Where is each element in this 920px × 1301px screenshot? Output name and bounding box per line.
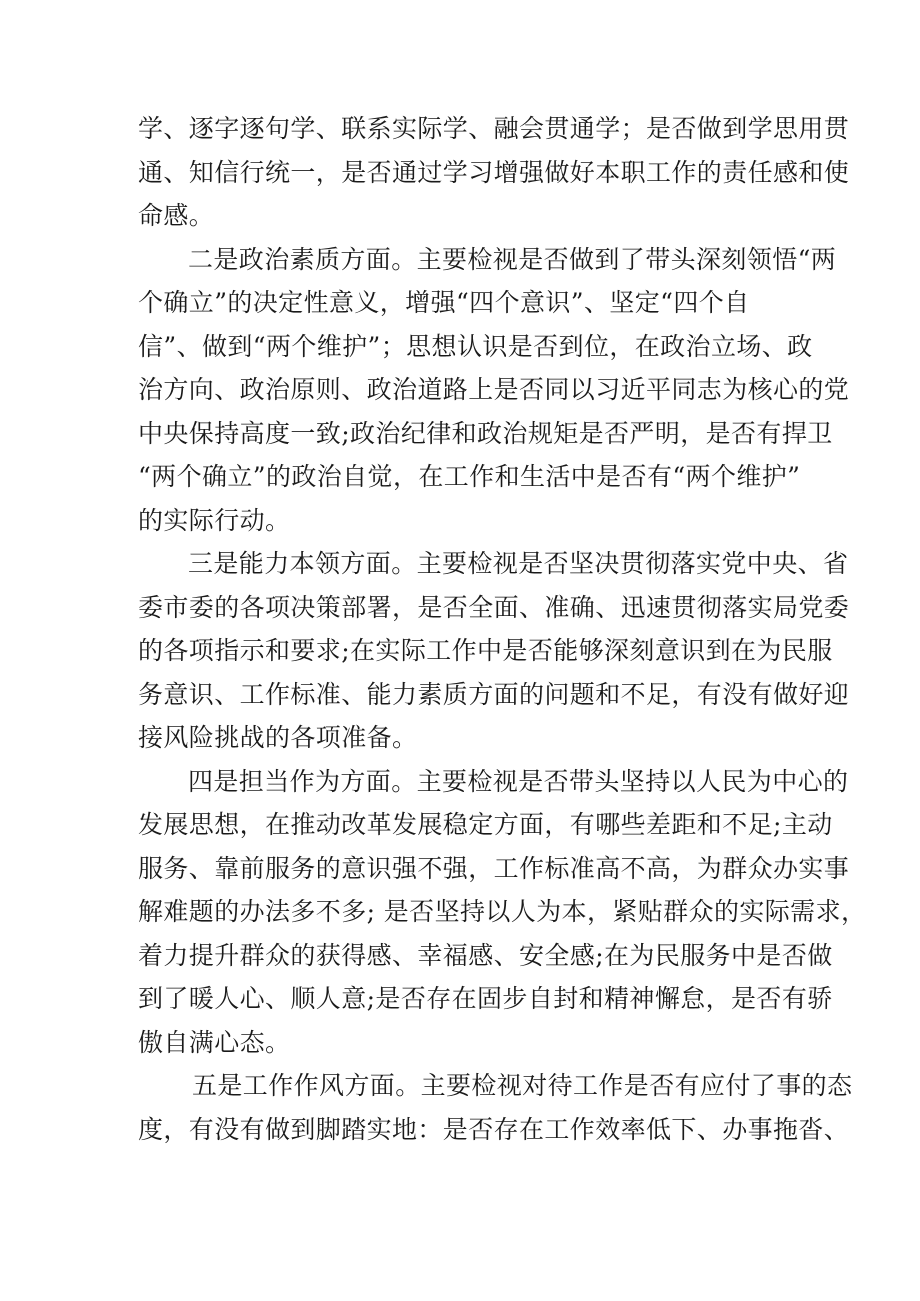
- text-line: 三是能力本领方面。主要检视是否坚决贯彻落实党中央、省: [188, 549, 849, 578]
- paragraph-continuation: [138, 107, 850, 238]
- text-line: 的各项指示和要求;在实际工作中是否能够深刻意识到在为民服: [138, 636, 833, 665]
- text-line: 中央保持高度一致;政治纪律和政治规矩是否严明，是否有捍卫: [138, 418, 833, 448]
- paragraph-ability: [138, 542, 850, 760]
- text-line: 委市委的各项决策部署，是否全面、准确、迅速贯彻落实局党委: [138, 592, 850, 622]
- text-line: 度，有没有做到脚踏实地：是否存在工作效率低下、办事拖沓、: [138, 1114, 850, 1144]
- text-line: 通、知信行统一，是否通过学习增强做好本职工作的责任感和使: [138, 157, 850, 187]
- text-line: 二是政治素质方面。主要检视是否做到了带头深刻领悟“两: [188, 244, 837, 274]
- text-line: 命感。: [138, 201, 215, 230]
- text-line: 发展思想，在推动改革发展稳定方面，有哪些差距和不足;主动: [138, 810, 833, 839]
- text-line: 接风险挑战的各项准备。: [138, 723, 418, 752]
- text-line: 到了暖人心、顺人意;是否存在固步自封和精神懈怠，是否有骄: [138, 984, 833, 1013]
- text-line: 信”、做到“两个维护”；思想认识是否到位，在政治立场、政: [138, 331, 813, 361]
- text-line: 个确立”的决定性意义，增强“四个意识”、坚定“四个自: [138, 288, 750, 317]
- text-line: 解难题的办法多不多; 是否坚持以人为本，紧贴群众的实际需求，: [138, 897, 867, 926]
- text-line: 服务、靠前服务的意识强不强，工作标准高不高，为群众办实事: [138, 853, 850, 883]
- document-body: [138, 107, 867, 1151]
- text-line: 着力提升群众的获得感、幸福感、安全感;在为民服务中是否做: [138, 940, 833, 970]
- paragraph-work-style: [138, 1064, 853, 1151]
- paragraph-responsibility: [138, 760, 867, 1065]
- text-line: 学、逐字逐句学、联系实际学、融会贯通学；是否做到学思用贯: [138, 114, 850, 143]
- text-line: 四是担当作为方面。主要检视是否带头坚持以人民为中心的: [188, 766, 849, 796]
- text-line: 的实际行动。: [138, 505, 291, 535]
- text-line: 治方向、政治原则、政治道路上是否同以习近平同志为核心的党: [138, 375, 850, 404]
- text-line: 五是工作作风方面。主要检视对待工作是否有应付了事的态: [192, 1071, 853, 1100]
- text-line: 务意识、工作标准、能力素质方面的问题和不足，有没有做好迎: [138, 679, 850, 709]
- paragraph-political-quality: [138, 238, 850, 543]
- text-line: “两个确立”的政治自觉，在工作和生活中是否有“两个维护”: [138, 462, 801, 491]
- text-line: 傲自满心态。: [138, 1027, 291, 1057]
